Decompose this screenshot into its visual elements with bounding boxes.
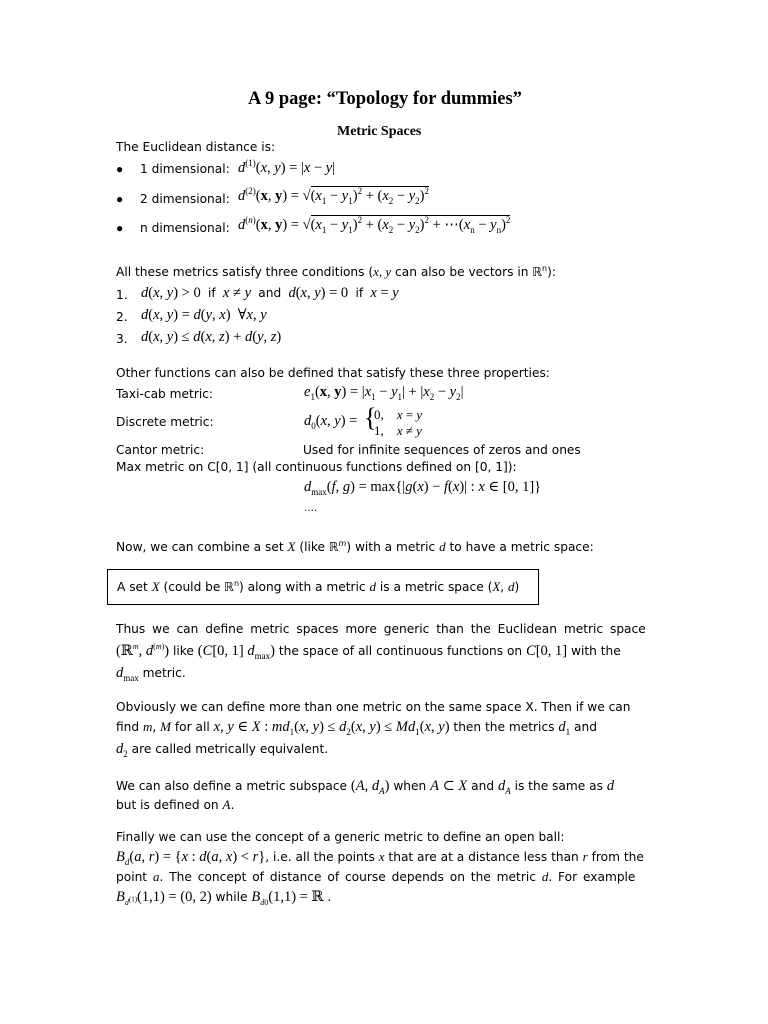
discrete-case-2: 1, x ≠ y <box>374 423 422 438</box>
condition-3: d(x, y) ≤ d(x, z) + d(y, z) <box>141 329 282 345</box>
taxi-cab-label: Taxi-cab metric: <box>116 387 214 401</box>
taxi-cab-formula: $e_1(x$, $y) = |x_1 - y_1| + |x_2 - y_2|$ <box>304 384 464 402</box>
page-title: A 9 page: “Topology for dummies” <box>248 89 522 109</box>
condition-1: d(x, y) > 0 if x ≠ y and d(x, y) = 0 if x = y <box>141 285 399 301</box>
bullet-label-nd: n dimensional: <box>140 221 230 235</box>
condition-2: d(x, y) = d(y, x) ∀x, y <box>141 307 267 323</box>
equivalent-line-1: Obviously we can define more than one metric on the same space X. Then if we can <box>116 700 631 714</box>
bullet-icon: ● <box>116 221 124 235</box>
discrete-label: Discrete metric: <box>116 415 214 429</box>
discrete-case-1: 0, x = y <box>374 407 423 422</box>
formula-2d: $d^{(2)}(x$, $y) = √(x_1 - y_1)^2 + (x_2 - y_2)^2$ <box>238 186 429 206</box>
equivalent-line-3: $d_2$ are called metrically equivalent. <box>116 741 329 759</box>
combine-text: Now, we can combine a set X (like ℝ$^m$) with a metric d to have a metric space: <box>116 539 594 555</box>
ball-line-1: Finally we can use the concept of a generic metric to define an open ball: <box>116 830 565 844</box>
subspace-line-2: but is defined on A. <box>116 797 235 812</box>
cantor-text: Used for infinite sequences of zeros and ones <box>303 443 581 457</box>
generic-line-3: $d_{max}$ metric. <box>116 665 186 683</box>
generic-line-1: Thus we can define metric spaces more generic than the Euclidean metric space <box>116 622 646 636</box>
conditions-intro: All these metrics satisfy three conditions (x, y can also be vectors in ℝ$^n$): <box>116 264 556 280</box>
section-heading: Metric Spaces <box>337 124 422 139</box>
euclid-intro: The Euclidean distance is: <box>116 140 276 154</box>
formula-1d: $d^{(1)}(x$, y) = |x − y| <box>238 158 336 176</box>
bullet-icon: ● <box>116 192 124 206</box>
bullet-label-2d: 2 dimensional: <box>140 192 230 206</box>
ball-line-3: point a. The concept of distance of course depends on the metric d. For example <box>116 869 636 884</box>
ball-line-4: $B_{d^{(1)}}(1,1) = (0$, 2) while $B_{d0}(1,1)$ = ℝ . <box>116 889 332 907</box>
bullet-icon: ● <box>116 162 124 176</box>
cantor-label: Cantor metric: <box>116 443 205 457</box>
condition-number: 2. <box>116 310 128 324</box>
ball-line-2: $B_d(a$, r) = {x : d(a, x) < r}, i.e. all the points x that are at a distance less than r from the <box>116 849 644 867</box>
other-metrics-intro: Other functions can also be defined that satisfy these three properties: <box>116 366 550 380</box>
generic-line-2: (ℝ$^m$, $d^{(m)}$) like (C[0, 1] $d_{max}$) the space of all continuous functions on C[0, 1] with the <box>116 642 621 661</box>
condition-number: 1. <box>116 288 128 302</box>
definition-text: A set X (could be ℝ$^n$) along with a metric d is a metric space (X, d) <box>117 579 520 595</box>
brace-icon: { <box>364 403 377 432</box>
bullet-label-1d: 1 dimensional: <box>140 162 230 176</box>
max-metric-formula: $d_{max}(f$, g) = max{|g(x) − f(x)| : x ∈ [0, 1]} <box>304 479 542 497</box>
formula-nd: $d^{(n)}(x$, $y) = √(x_1 - y_1)^2 + (x_2 - y_2)^2$ + $\cdots(x_n - y_n)^2$ <box>238 215 511 235</box>
max-metric-label: Max metric on C[0, 1] (all continuous functions defined on [0, 1]): <box>116 460 517 474</box>
equivalent-line-2: find m, M for all x, y ∈ X : $md_1(x$, $y) \le d_2(x$, $y) \le Md_1(x$, y) then the metrics $d_1$ and <box>116 719 597 737</box>
discrete-lhs: $d_0(x$, y) = <box>304 413 358 431</box>
condition-number: 3. <box>116 332 128 346</box>
ellipsis: …. <box>304 503 318 514</box>
subspace-line-1: We can also define a metric subspace (A, $d_A$) when A ⊂ X and $d_A$ is the same as d <box>116 778 615 796</box>
